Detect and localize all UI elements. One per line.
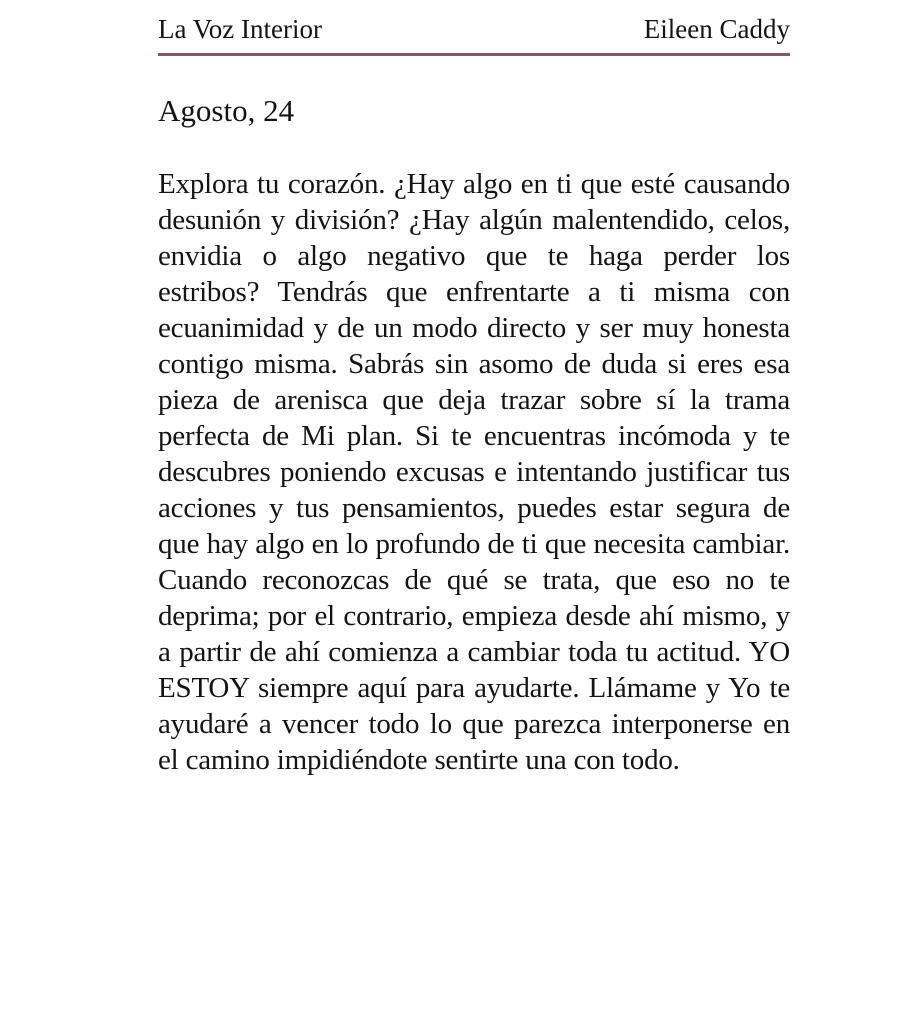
header-rule (158, 53, 790, 56)
page-header (158, 14, 790, 53)
book-page (158, 14, 790, 778)
book-title: La Voz Interior (158, 14, 322, 44)
date-heading: Agosto, 24 (158, 93, 295, 129)
author-name: Eileen Caddy (643, 14, 790, 44)
devotional-text: Explora tu corazón. ¿Hay algo en ti que esté causando desunión y división? ¿Hay algún malentendido, celos, envidia o algo negativo que te haga perder los estribos? Tendrás que enfrentarte a ti misma con ecuanimidad y de un modo directo y ser muy honesta contigo misma. Sabrás sin asomo de duda si eres esa pieza de arenisca que deja trazar sobre sí la trama perfecta de Mi plan. Si te encuentras incómoda y te descubres poniendo excusas e intentando justificar tus acciones y tus pensamientos, puedes estar segura de que hay algo en lo profundo de ti que necesita cambiar. Cuando reconozcas de qué se trata, que eso no te deprima; por el contrario, empieza desde ahí mismo, y a partir de ahí comienza a cambiar toda tu actitud. YO ESTOY siempre aquí para ayudarte. Llámame y Yo te ayudaré a vencer todo lo que parezca interponerse en el camino impidiéndote sentirte una con todo. (158, 168, 790, 777)
